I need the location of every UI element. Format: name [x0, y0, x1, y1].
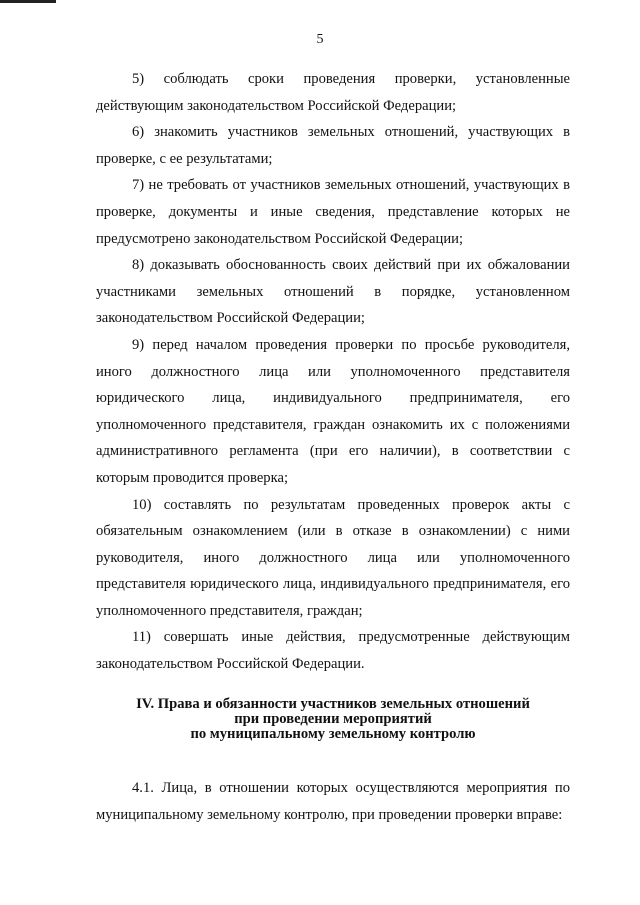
- section-heading: [96, 697, 570, 742]
- obligations-list: [96, 66, 570, 678]
- list-item-8: 8) доказывать обоснованность своих действий при их обжаловании участниками земельных отношений в порядке, установленном законодательством Российской Федерации;: [96, 257, 570, 327]
- scan-corner-mark: [0, 0, 56, 3]
- list-item-6: 6) знакомить участников земельных отношений, участвующих в проверке, с ее результатами;: [96, 124, 570, 167]
- clause-4-1: [96, 775, 570, 829]
- section-heading-line-2: при проведении мероприятий: [234, 711, 432, 727]
- list-item-5: 5) соблюдать сроки проведения проверки, установленные действующим законодательством Российской Федерации;: [96, 71, 570, 114]
- list-item-7: 7) не требовать от участников земельных отношений, участвующих в проверке, документы и иные сведения, представление которых не предусмотрено законодательством Российской Федерации;: [96, 177, 570, 247]
- page-number: 5: [316, 32, 324, 47]
- clause-4-1-text: 4.1. Лица, в отношении которых осуществляются мероприятия по муниципальному земельному контролю, при проведении проверки вправе:: [96, 780, 570, 823]
- section-heading-line-3: по муниципальному земельному контролю: [190, 726, 476, 742]
- section-heading-line-1: IV. Права и обязанности участников земельных отношений: [136, 696, 530, 712]
- list-item-9: 9) перед началом проведения проверки по просьбе руководителя, иного должностного лица или уполномоченного представителя юридического лица, индивидуального предпринимателя, его уполномоченного представителя, граждан ознакомить их с положениями административного регламента (при его наличии), в соответствии с которым проводится проверка;: [96, 336, 570, 486]
- list-item-10: 10) составлять по результатам проведенных проверок акты с обязательным ознакомлением (или в отказе в ознакомлении) с ними руководителя, иного должностного лица или уполномоченного представителя юридического лица, индивидуального предпринимателя, его уполномоченного представителя, граждан;: [96, 496, 570, 619]
- list-item-11: 11) совершать иные действия, предусмотренные действующим законодательством Российской Федерации.: [96, 629, 570, 673]
